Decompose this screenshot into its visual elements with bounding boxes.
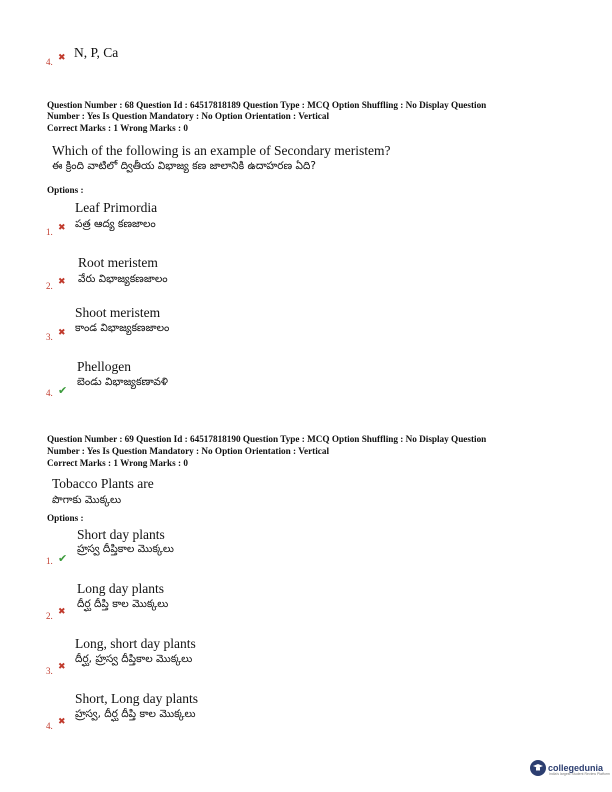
option-text-te: వేరు విభాజ్యకణజాలం (78, 273, 168, 285)
option-text-en: Root meristem (78, 255, 158, 270)
wrong-mark-icon: ✖ (58, 328, 66, 338)
option-number: 4. (46, 721, 53, 731)
option-number: 1. (46, 227, 53, 237)
option-text-en: Short, Long day plants (75, 691, 198, 706)
wrong-mark-icon: ✖ (58, 717, 66, 727)
option-number: 3. (46, 666, 53, 676)
question-header-line2: Number : Yes Is Question Mandatory : No Option Orientation : Vertical (47, 111, 329, 121)
wrong-mark-icon: ✖ (58, 662, 66, 672)
logo-tagline: India's largest Student Review Platform (549, 772, 610, 776)
option-text-te: దీర్ఘ, హ్రస్వ దీప్తికాల మొక్కలు (75, 653, 193, 665)
option-number: 2. (46, 611, 53, 621)
question-header-line1: Question Number : 69 Question Id : 64517818190 Question Type : MCQ Option Shuffling : No Display Question (47, 434, 487, 444)
option-text-en: Leaf Primordia (75, 200, 158, 215)
wrong-mark-icon: ✖ (58, 277, 66, 287)
question-text-en: Which of the following is an example of Secondary meristem? (52, 143, 391, 158)
graduate-cap-icon (530, 760, 546, 776)
correct-check-icon: ✔ (58, 552, 68, 565)
question-text-te: ఈ క్రింది వాటిలో ద్వితీయ విభాజ్య కణ జాలానికి ఉదాహరణ ఏది? (52, 160, 316, 172)
options-label: Options : (47, 185, 84, 195)
correct-check-icon: ✔ (58, 384, 68, 397)
option-text-te: హ్రస్వ దీప్తికాల మొక్కలు (77, 543, 174, 555)
option-text-te: పత్ర ఆద్య కణజాలం (75, 218, 156, 230)
option-text-en: Phellogen (77, 359, 131, 374)
question-text-te: పొగాకు మొక్కలు (52, 494, 122, 506)
option-text: N, P, Ca (74, 45, 119, 60)
option-text-en: Shoot meristem (75, 305, 161, 320)
option-number: 4. (46, 57, 53, 67)
option-text-en: Long, short day plants (75, 636, 196, 651)
question-text-en: Tobacco Plants are (52, 476, 154, 491)
option-text-te: బెండు విభాజ్యకణావళి (77, 376, 168, 388)
option-number: 4. (46, 388, 53, 398)
question-marks: Correct Marks : 1 Wrong Marks : 0 (47, 458, 188, 468)
options-label: Options : (47, 513, 84, 523)
option-text-te: కాండ విభాజ్యకణజాలం (75, 322, 170, 334)
option-text-te: హ్రస్వ, దీర్ఘ దీప్తి కాల మొక్కలు (75, 708, 196, 720)
option-text-te: దీర్ఘ దీప్తి కాల మొక్కలు (77, 598, 169, 610)
question-header-line1: Question Number : 68 Question Id : 64517818189 Question Type : MCQ Option Shuffling : No Display Question (47, 100, 487, 110)
option-number: 3. (46, 332, 53, 342)
option-number: 1. (46, 556, 53, 566)
wrong-mark-icon: ✖ (58, 53, 66, 63)
wrong-mark-icon: ✖ (58, 607, 66, 617)
logo-text: collegedunia (548, 763, 604, 773)
question-marks: Correct Marks : 1 Wrong Marks : 0 (47, 123, 188, 133)
option-text-en: Short day plants (77, 527, 165, 542)
option-number: 2. (46, 281, 53, 291)
wrong-mark-icon: ✖ (58, 223, 66, 233)
option-text-en: Long day plants (77, 581, 164, 596)
question-header-line2: Number : Yes Is Question Mandatory : No Option Orientation : Vertical (47, 446, 329, 456)
